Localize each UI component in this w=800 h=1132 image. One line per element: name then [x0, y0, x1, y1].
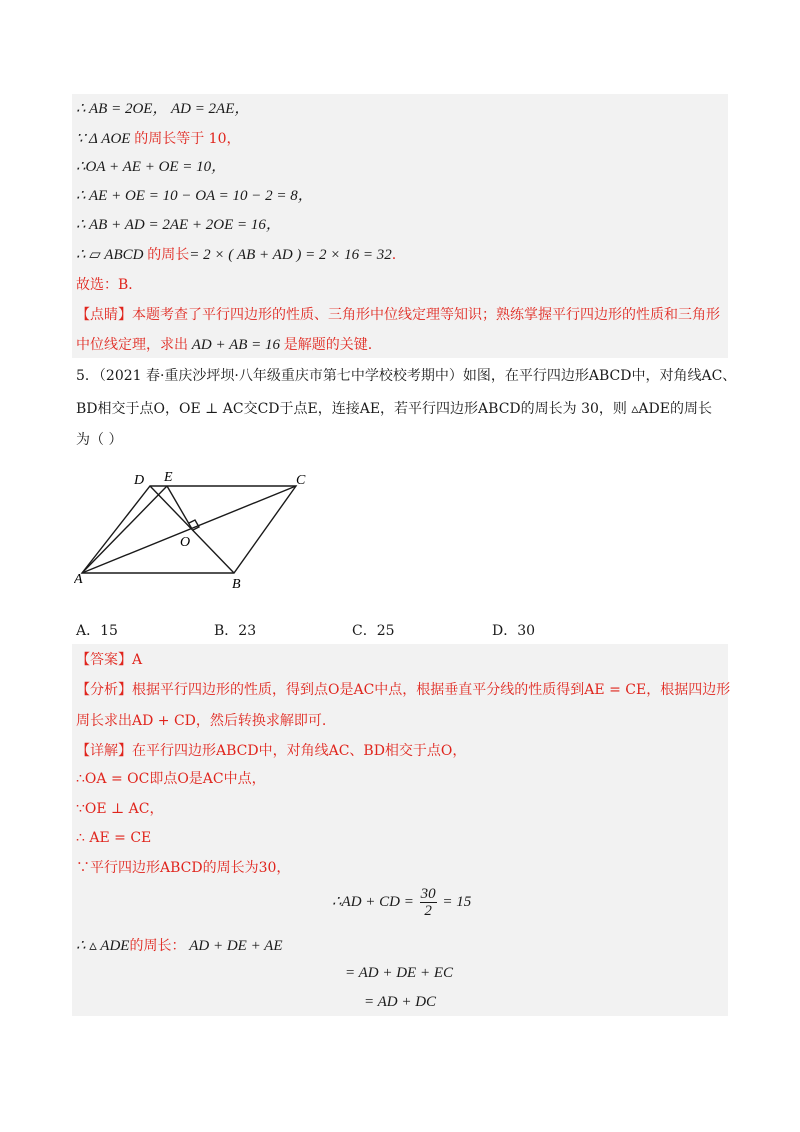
analysis-line-1	[76, 680, 730, 700]
label-b: B	[232, 577, 241, 592]
perimeter-line-2: = AD + DE + EC	[345, 965, 454, 981]
question-line-1: 5．（2021 春·重庆沙坪坝·八年级重庆市第七中学校校考期中）如图，在平行四边形ABCD中，对角线AC、	[76, 368, 737, 384]
solution-line-2	[76, 129, 240, 149]
solution-line-6	[76, 245, 396, 265]
perimeter-label: 的周长	[147, 247, 190, 263]
detail-line-1	[76, 741, 466, 761]
perimeter-colon: 的周长：	[129, 938, 186, 954]
detail-line-2: ∴OA = OC即点O是AC中点，	[76, 771, 266, 787]
analysis-line-2: 周长求出AD + CD，然后转换求解即可.	[76, 713, 327, 729]
label-o: O	[180, 535, 191, 550]
comment-text-2c: 是解题的关键.	[283, 337, 373, 353]
question-line-3: 为（ ）	[76, 432, 123, 448]
label-d: D	[134, 473, 145, 488]
choice-line: 故选：B．	[76, 277, 143, 293]
detail-line-5: ∵平行四边形ABCD的周长为30，	[76, 860, 291, 876]
triangle-aoe: ∵ Δ AOE	[76, 131, 135, 147]
comment-text-2a: 中位线定理，求出	[76, 337, 188, 353]
label-a: A	[74, 572, 83, 587]
comment-line-1	[76, 305, 720, 325]
parallelogram-figure	[74, 468, 334, 593]
fraction-numerator: 30	[420, 886, 436, 902]
solution-line-1: ∴ AB = 2OE， AD = 2AE，	[76, 101, 250, 117]
perimeter-line-1	[76, 936, 283, 956]
detail-text-1: 在平行四边形ABCD中，对角线AC、BD相交于点O，	[132, 743, 467, 759]
perimeter-equation: = 2 × ( AB + AD ) = 2 × 16 = 32	[189, 247, 392, 263]
equation-left: ∴AD + CD =	[332, 893, 414, 910]
solution-line-3: ∴OA + AE + OE = 10，	[76, 159, 227, 175]
fraction-denominator: 2	[424, 903, 432, 919]
option-c[interactable]: C．25	[352, 623, 395, 639]
triangle-ade: ∴ ▵ ADE	[76, 938, 130, 954]
equation-ad-cd	[332, 886, 471, 919]
comment-text-1: 本题考查了平行四边形的性质、三角形中位线定理等知识；熟练掌握平行四边形的性质和三角形	[132, 307, 720, 323]
comment-line-2	[76, 335, 372, 355]
analysis-tag: 【分析】	[76, 682, 132, 698]
solution-line-5: ∴ AB + AD = 2AE + 2OE = 16，	[76, 217, 281, 233]
equation-right: = 15	[442, 893, 472, 910]
fraction	[420, 886, 437, 919]
detail-line-3: ∵OE ⊥ AC，	[76, 801, 164, 817]
segment-ae	[82, 486, 167, 573]
option-b[interactable]: B．23	[214, 623, 257, 639]
solution-line-4: ∴ AE + OE = 10 − OA = 10 − 2 = 8，	[76, 188, 313, 204]
perimeter-sum: AD + DE + AE	[185, 938, 283, 954]
diagonal-ac	[82, 486, 296, 573]
answer-line: 【答案】A	[76, 652, 143, 668]
analysis-text-1: 根据平行四边形的性质，得到点O是AC中点，根据垂直平分线的性质得到AE = CE，根据四边形	[132, 682, 731, 698]
label-e: E	[164, 470, 173, 485]
parallelogram-abcd: ∴ ▱ ABCD	[76, 247, 148, 263]
comment-math: AD + AB = 16	[188, 337, 284, 353]
diagonal-bd	[150, 486, 234, 573]
comment-tag: 【点睛】	[76, 307, 132, 323]
perimeter-line-3: = AD + DC	[364, 994, 437, 1010]
question-line-2: BD相交于点O，OE ⊥ AC交CD于点E，连接AE，若平行四边形ABCD的周长为 30，则 ▵ADE的周长	[76, 401, 712, 417]
detail-tag: 【详解】	[76, 743, 132, 759]
period: .	[391, 247, 397, 263]
detail-line-4: ∴ AE = CE	[76, 830, 152, 846]
option-a[interactable]: A．15	[76, 623, 118, 639]
label-c: C	[296, 473, 306, 488]
option-d[interactable]: D．30	[492, 623, 536, 639]
perimeter-text: 的周长等于 10，	[134, 131, 241, 147]
